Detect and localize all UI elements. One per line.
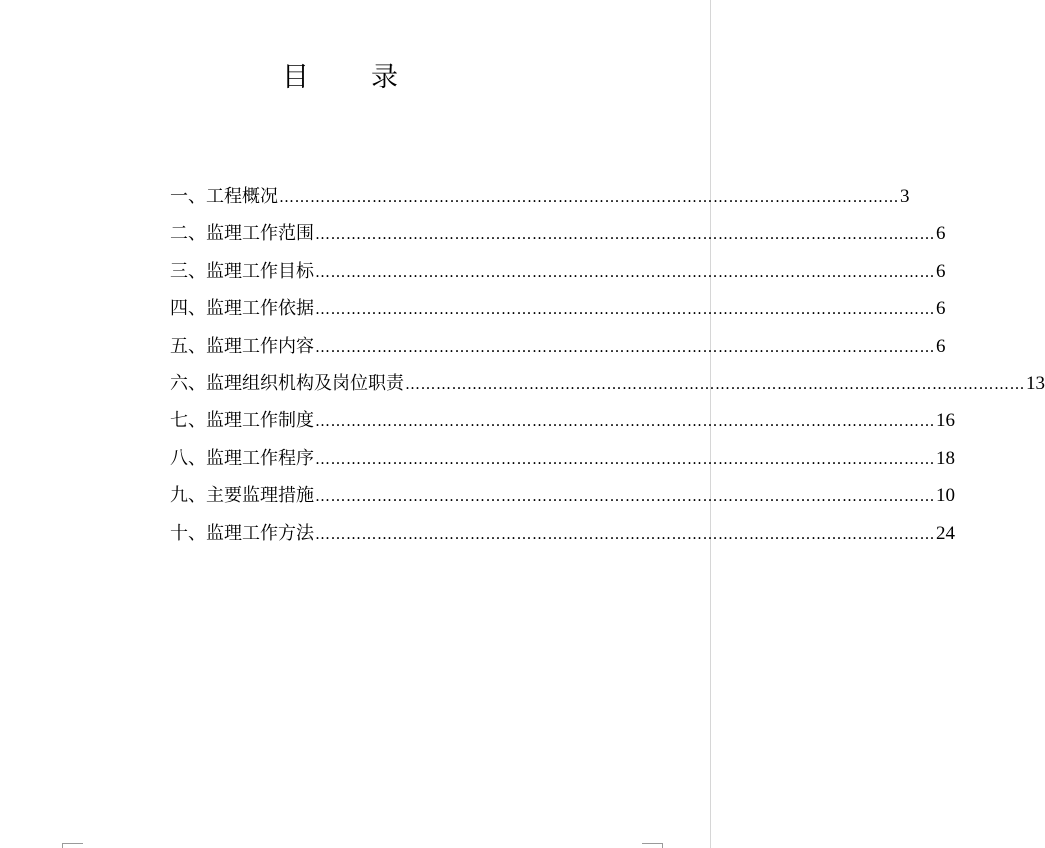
toc-entry-6[interactable] <box>170 365 1045 402</box>
toc-dot-leader: ………………………………………………………………………………………………………… <box>405 374 1025 393</box>
table-of-contents <box>170 178 1045 552</box>
crop-mark-icon <box>62 843 83 848</box>
title-char-1: 目 <box>282 62 309 93</box>
page-title <box>0 58 680 98</box>
toc-entry-8[interactable] <box>170 440 955 477</box>
toc-entry-9[interactable] <box>170 477 955 514</box>
toc-dot-leader: ………………………………………………………………………………………………………… <box>315 337 935 356</box>
toc-dot-leader: ………………………………………………………………………………………………………… <box>315 487 935 506</box>
toc-dot-leader: ………………………………………………………………………………………………………… <box>315 412 935 431</box>
toc-entry-label: 一、工程概况 <box>170 186 278 207</box>
toc-dot-leader: ………………………………………………………………………………………………………… <box>315 300 935 319</box>
toc-entry-1[interactable] <box>170 178 910 215</box>
toc-page-number: 6 <box>936 223 946 245</box>
toc-page-number: 24 <box>936 522 955 544</box>
toc-page-number: 16 <box>936 410 955 432</box>
title-char-2: 录 <box>371 62 398 93</box>
toc-page-number: 6 <box>936 298 946 320</box>
toc-entry-10[interactable] <box>170 515 955 552</box>
toc-dot-leader: ………………………………………………………………………………………………………… <box>315 262 935 281</box>
toc-entry-5[interactable] <box>170 328 946 365</box>
toc-entry-label: 九、主要监理措施 <box>170 485 314 507</box>
toc-entry-label: 二、监理工作范围 <box>170 223 314 245</box>
toc-entry-label: 十、监理工作方法 <box>170 522 314 544</box>
toc-entry-label: 五、监理工作内容 <box>170 335 314 357</box>
toc-entry-2[interactable] <box>170 215 946 252</box>
toc-entry-label: 七、监理工作制度 <box>170 410 314 432</box>
toc-page-number: 3 <box>900 186 910 207</box>
toc-entry-3[interactable] <box>170 253 946 290</box>
toc-entry-label: 四、监理工作依据 <box>170 298 314 320</box>
toc-dot-leader: ………………………………………………………………………………………………………… <box>315 225 935 244</box>
toc-entry-4[interactable] <box>170 290 946 327</box>
toc-page-number: 13 <box>1026 372 1045 394</box>
toc-page-number: 10 <box>936 485 955 507</box>
toc-entry-label: 六、监理组织机构及岗位职责 <box>170 372 404 394</box>
toc-page-number: 18 <box>936 447 955 469</box>
toc-dot-leader: ………………………………………………………………………………………………………… <box>279 188 899 206</box>
toc-entry-7[interactable] <box>170 402 955 439</box>
crop-mark-icon <box>642 843 663 848</box>
toc-page-number: 6 <box>936 335 946 357</box>
toc-entry-label: 八、监理工作程序 <box>170 447 314 469</box>
toc-dot-leader: ………………………………………………………………………………………………………… <box>315 524 935 543</box>
toc-page-number: 6 <box>936 260 946 282</box>
toc-entry-label: 三、监理工作目标 <box>170 260 314 282</box>
toc-dot-leader: ………………………………………………………………………………………………………… <box>315 449 935 468</box>
